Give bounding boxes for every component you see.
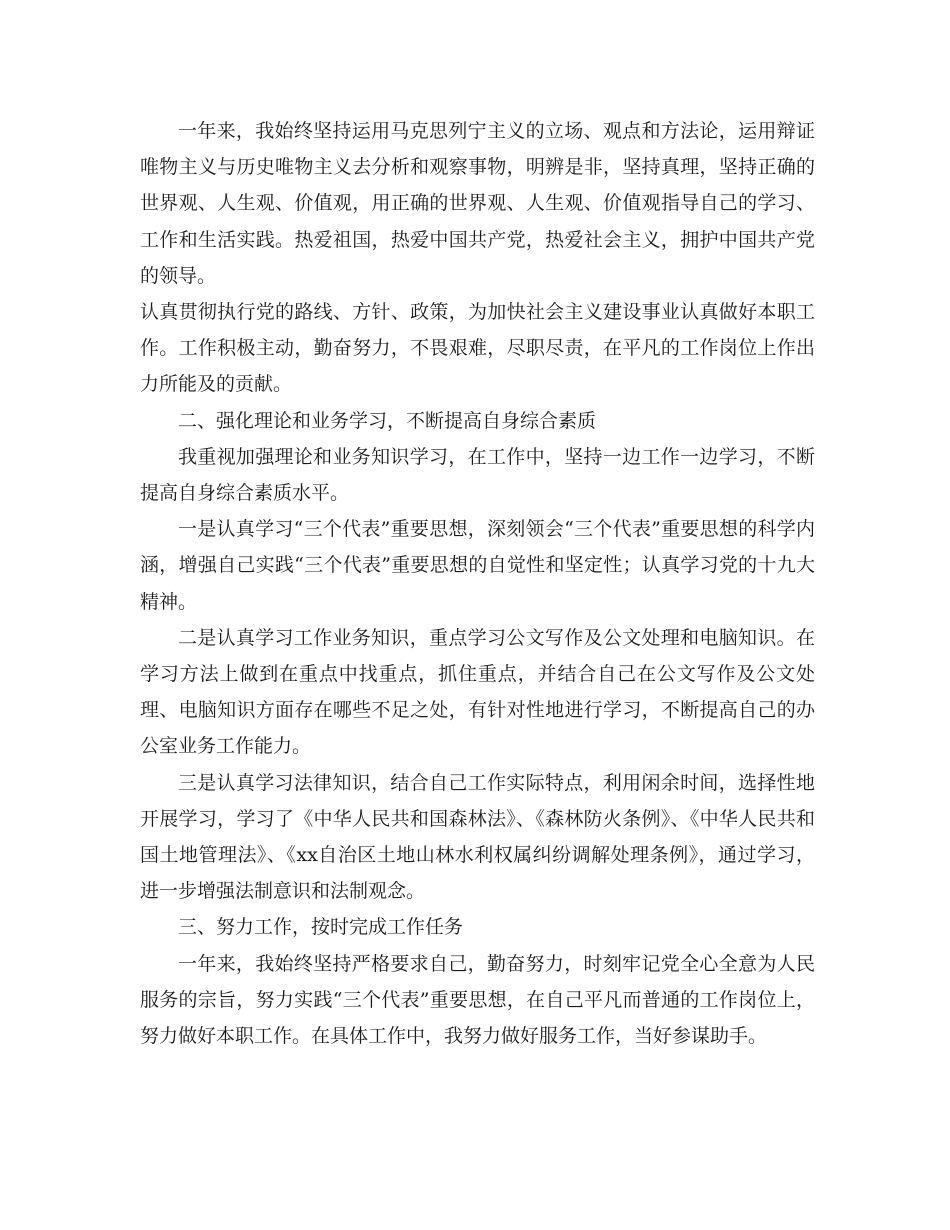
paragraph-party-line: 认真贯彻执行党的路线、方针、政策，为加快社会主义建设事业认真做好本职工作。工作积极主动，勤奋努力，不畏艰难，尽职尽责，在平凡的工作岗位上作出力所能及的贡献。 <box>140 301 815 396</box>
paragraph-work-summary: 一年来，我始终坚持严格要求自己，勤奋努力，时刻牢记党全心全意为人民服务的宗旨，努力实践“三个代表”重要思想，在自己平凡而普通的工作岗位上，努力做好本职工作。在具体工作中，我努力做好服务工作，当好参谋助手。 <box>140 952 815 1048</box>
paragraph-political-stance: 一年来，我始终坚持运用马克思列宁主义的立场、观点和方法论，运用辩证唯物主义与历史唯物主义去分析和观察事物，明辨是非，坚持真理，坚持正确的世界观、人生观、价值观，用正确的世界观、人生观、价值观指导自己的学习、工作和生活实践。热爱祖国，热爱中国共产党，热爱社会主义，拥护中国共产党的领导。 <box>140 120 815 287</box>
section-heading-study: 二、强化理论和业务学习，不断提高自身综合素质 <box>178 409 597 432</box>
section-heading-work: 三、努力工作，按时完成工作任务 <box>178 916 464 939</box>
paragraph-study-theory: 一是认真学习“三个代表”重要思想，深刻领会“三个代表”重要思想的科学内涵，增强自己实践“三个代表”重要思想的自觉性和坚定性；认真学习党的十九大精神。 <box>140 518 815 613</box>
document-body <box>140 113 815 1054</box>
paragraph-study-law: 三是认真学习法律知识，结合自己工作实际特点，利用闲余时间，选择性地开展学习，学习了《中华人民共和国森林法》、《森林防火条例》、《中华人民共和国土地管理法》、《xx自治区土地山林水利权属纠纷调解处理条例》，通过学习，进一步增强法制意识和法制观念。 <box>140 771 815 903</box>
paragraph-study-intro: 我重视加强理论和业务知识学习，在工作中，坚持一边工作一边学习，不断提高自身综合素质水平。 <box>140 445 815 505</box>
paragraph-study-business: 二是认真学习工作业务知识，重点学习公文写作及公文处理和电脑知识。在学习方法上做到在重点中找重点，抓住重点，并结合自己在公文写作及公文处理、电脑知识方面存在哪些不足之处，有针对性地进行学习，不断提高自己的办公室业务工作能力。 <box>140 626 815 758</box>
